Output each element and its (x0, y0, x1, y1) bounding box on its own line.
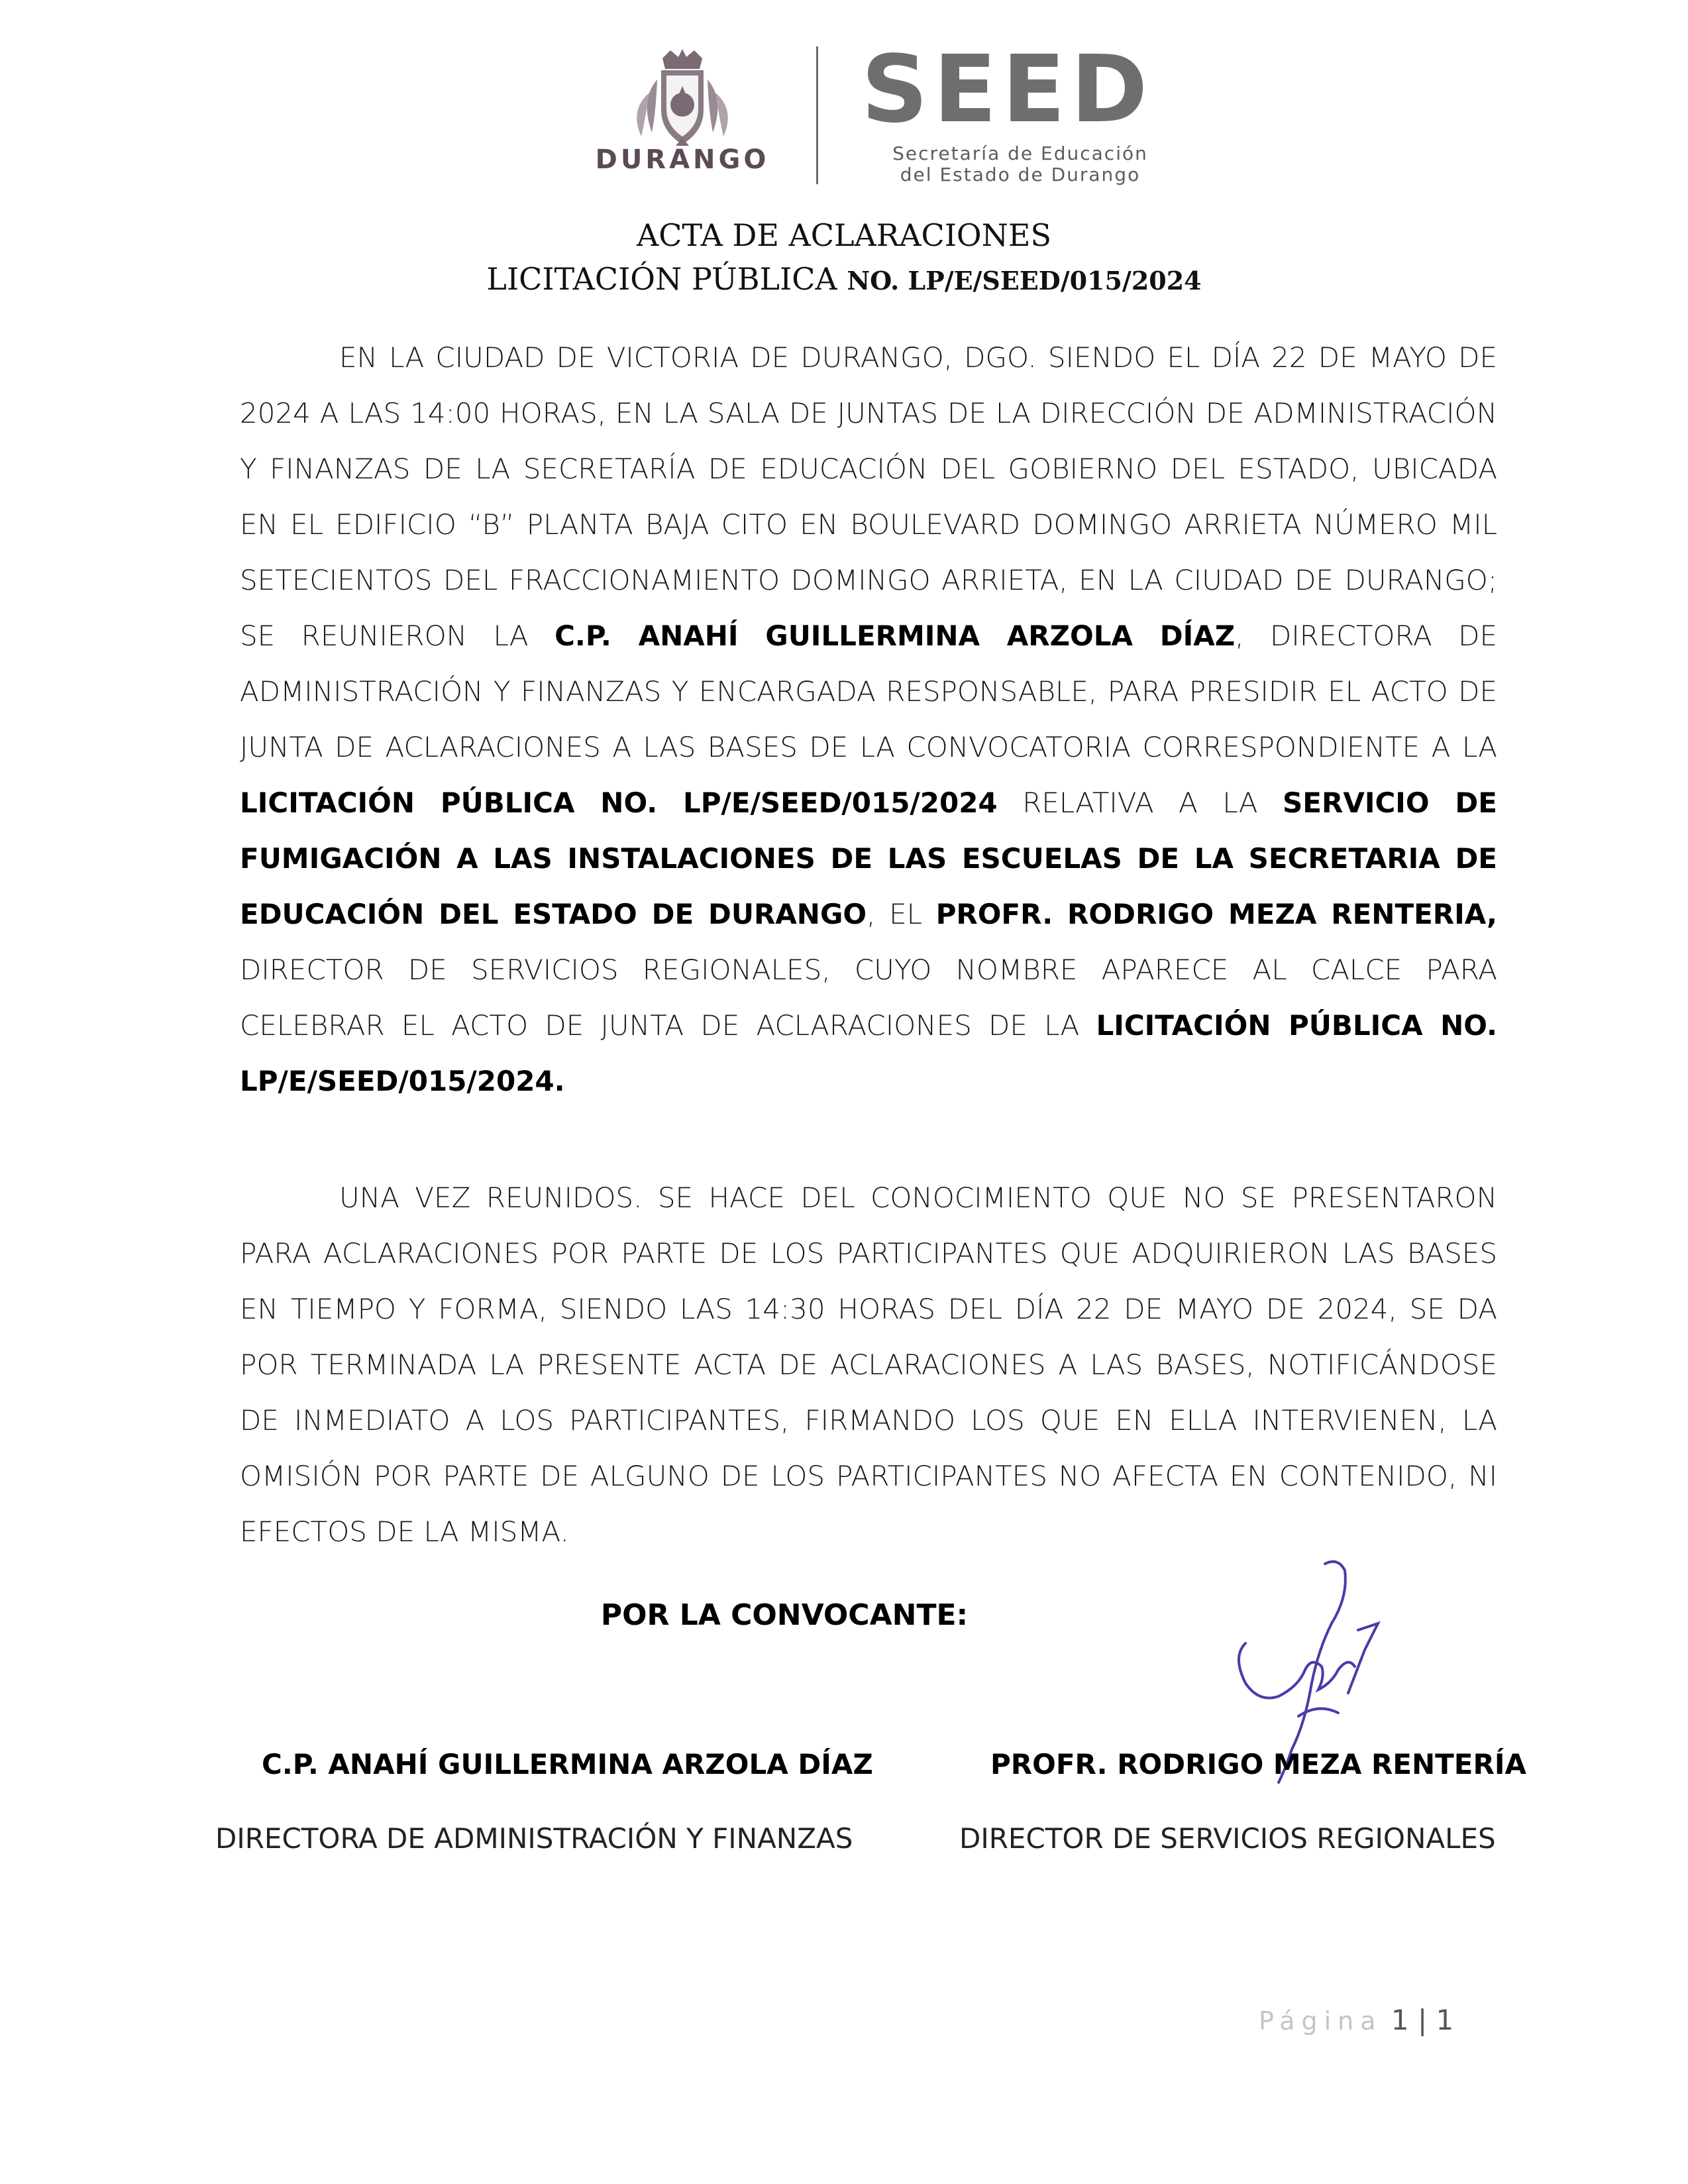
document-subtitle (0, 262, 1688, 296)
para1-bold-servicio: SERVICIO DE FUMIGACIÓN A LAS INSTALACIONES DE LAS ESCUELAS DE LA SECRETARIA DE EDUCACIÓN DEL ESTADO DE DURANGO (240, 787, 1497, 930)
convocante-label: POR LA CONVOCANTE: (600, 1598, 969, 1632)
document-title: ACTA DE ACLARACIONES (637, 217, 1051, 253)
para1-bold-licitacion: LICITACIÓN PÚBLICA NO. LP/E/SEED/015/2024 (240, 787, 998, 819)
paragraph-1 (240, 330, 1497, 1109)
para2-text: UNA VEZ REUNIDOS. SE HACE DEL CONOCIMIENTO QUE NO SE PRESENTARON PARA ACLARACIONES POR PARTE DE LOS PARTICIPANTES QUE ADQUIRIERON LAS BASES EN TIEMPO Y FORMA, SIENDO LAS 14:30 HORAS DEL DÍA 22 DE MAYO DE 2024, SE DA POR TERMINADA LA PRESENTE ACTA DE ACLARACIONES A LAS BASES, NOTIFICÁNDOSE DE INMEDIATO A LOS PARTICIPANTES, FIRMANDO LOS QUE EN ELLA INTERVIENEN, LA OMISIÓN POR PARTE DE ALGUNO DE LOS PARTICIPANTES NO AFECTA EN CONTENIDO, NI EFECTOS DE LA MISMA. (240, 1181, 1497, 1548)
seed-subtitle-line2: del Estado de Durango (900, 164, 1141, 186)
signer-right-name: PROFR. RODRIGO MEZA RENTERÍA (990, 1748, 1526, 1780)
seed-logo-text: SEED (861, 36, 1153, 144)
para1-text-2: , DIRECTORA DE ADMINISTRACIÓN Y FINANZAS Y ENCARGADA RESPONSABLE, PARA PRESIDIR EL ACTO DE JUNTA DE ACLARACIONES A LAS BASES DE LA CONVOCATORIA CORRESPONDIENTE A LA (240, 620, 1497, 763)
signer-left-name: C.P. ANAHÍ GUILLERMINA ARZOLA DÍAZ (262, 1748, 873, 1780)
para1-bold-licitacion-2: LICITACIÓN PÚBLICA NO. LP/E/SEED/015/2024. (240, 1009, 1497, 1097)
durango-logo-text: DURANGO (595, 144, 770, 175)
para1-text-5: DIRECTOR DE SERVICIOS REGIONALES, CUYO NOMBRE APARECE AL CALCE PARA CELEBRAR EL ACTO DE JUNTA DE ACLARACIONES DE LA (240, 954, 1497, 1042)
para1-text-3: RELATIVA A LA (997, 787, 1283, 819)
header-divider (816, 46, 818, 184)
page-number-footer (1259, 2004, 1453, 2036)
para1-bold-profr: PROFR. RODRIGO MEZA RENTERIA, (935, 898, 1497, 930)
page-word: Página (1259, 2006, 1383, 2036)
para1-bold-name: C.P. ANAHÍ GUILLERMINA ARZOLA DÍAZ (554, 620, 1236, 652)
subtitle-number: NO. LP/E/SEED/015/2024 (847, 266, 1202, 296)
seed-subtitle-line1: Secretaría de Educación (892, 142, 1148, 164)
para1-text-1: EN LA CIUDAD DE VICTORIA DE DURANGO, DGO. SIENDO EL DÍA 22 DE MAYO DE 2024 A LAS 14:00 HORAS, EN LA SALA DE JUNTAS DE LA DIRECCIÓN DE ADMINISTRACIÓN Y FINANZAS DE LA SECRETARÍA DE EDUCACIÓN DEL GOBIERNO DEL ESTADO, UBICADA EN EL EDIFICIO “B” PLANTA BAJA CITO EN BOULEVARD DOMINGO ARRIETA NÚMERO MIL SETECIENTOS DEL FRACCIONAMIENTO DOMINGO ARRIETA, EN LA CIUDAD DE DURANGO; SE REUNIERON LA (240, 341, 1497, 652)
signer-right-role: DIRECTOR DE SERVICIOS REGIONALES (959, 1822, 1496, 1855)
signer-left-role: DIRECTORA DE ADMINISTRACIÓN Y FINANZAS (215, 1822, 853, 1855)
subtitle-prefix: LICITACIÓN PÚBLICA (486, 261, 837, 297)
para1-text-4: , EL (867, 898, 936, 930)
page-number: 1 | 1 (1391, 2004, 1454, 2036)
paragraph-2 (240, 1170, 1497, 1560)
